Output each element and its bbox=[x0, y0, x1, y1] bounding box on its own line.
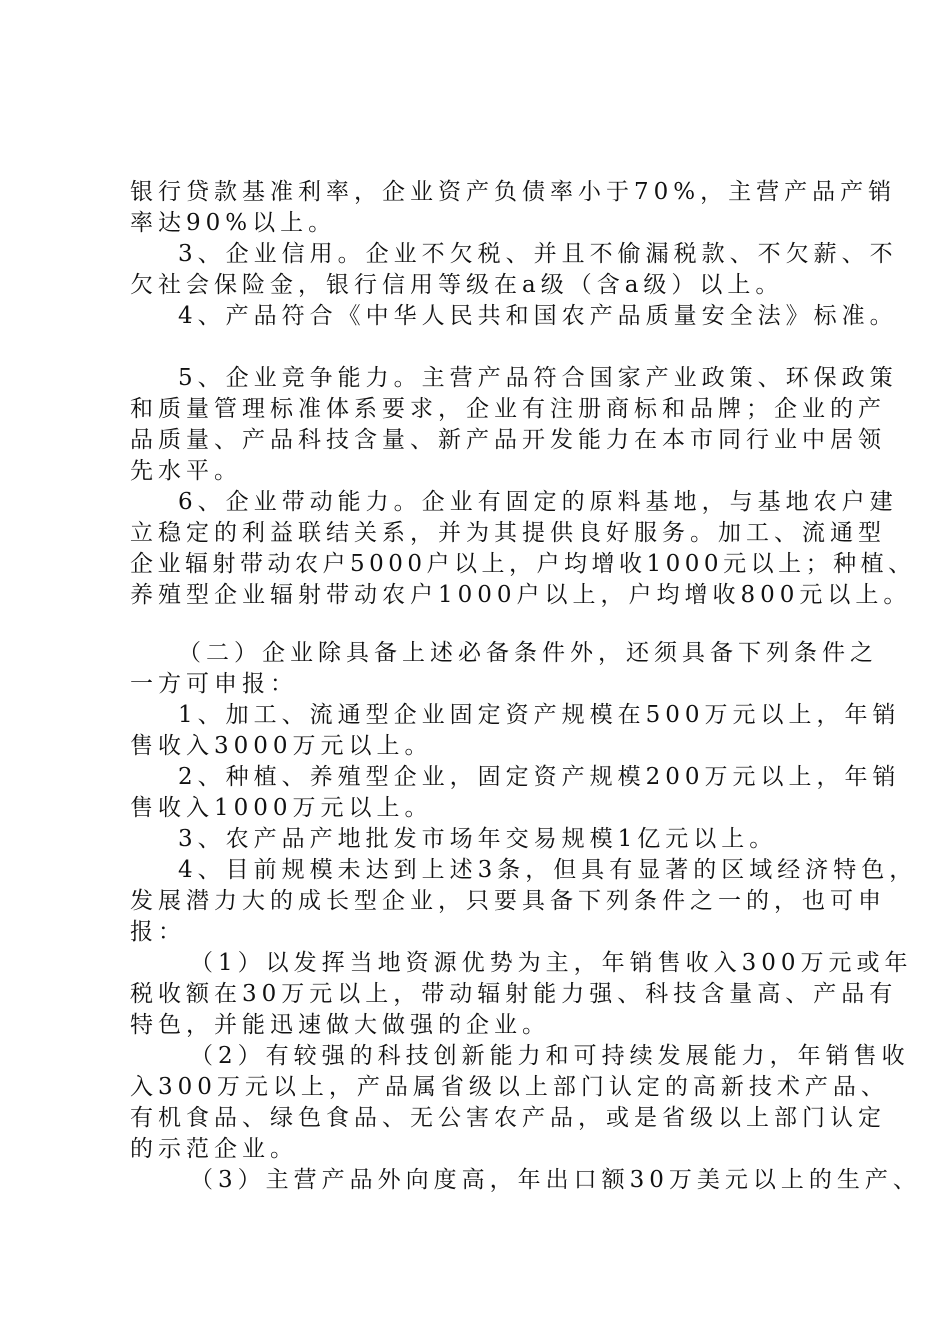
text-line: 企业辐射带动农户5000户以上，户均增收1000元以上；种植、 bbox=[130, 551, 916, 577]
text-line: （二）企业除具备上述必备条件外，还须具备下列条件之 bbox=[178, 640, 878, 666]
text-line: （3）主营产品外向度高，年出口额30万美元以上的生产、 bbox=[190, 1167, 921, 1193]
text-line: 发展潜力大的成长型企业，只要具备下列条件之一的，也可申 bbox=[130, 888, 886, 914]
text-line: 特色，并能迅速做大做强的企业。 bbox=[130, 1012, 550, 1038]
text-line: 5、企业竞争能力。主营产品符合国家产业政策、环保政策 bbox=[178, 365, 898, 391]
text-line: 3、农产品产地批发市场年交易规模1亿元以上。 bbox=[178, 826, 778, 852]
text-line: 养殖型企业辐射带动农户1000户以上，户均增收800元以上。 bbox=[130, 582, 912, 608]
text-line: 2、种植、养殖型企业，固定资产规模200万元以上，年销 bbox=[178, 764, 901, 790]
text-line: 和质量管理标准体系要求，企业有注册商标和品牌；企业的产 bbox=[130, 396, 886, 422]
text-line: 品质量、产品科技含量、新产品开发能力在本市同行业中居领 bbox=[130, 427, 886, 453]
text-line: 售收入3000万元以上。 bbox=[130, 733, 433, 759]
text-line: 6、企业带动能力。企业有固定的原料基地，与基地农户建 bbox=[178, 489, 898, 515]
text-line: 报： bbox=[130, 919, 186, 945]
text-line: 银行贷款基准利率，企业资产负债率小于70%，主营产品产销 bbox=[130, 179, 897, 205]
text-line: 入300万元以上，产品属省级以上部门认定的高新技术产品、 bbox=[130, 1074, 889, 1100]
text-line: 有机食品、绿色食品、无公害农产品，或是省级以上部门认定 bbox=[130, 1105, 886, 1131]
text-line: 税收额在30万元以上，带动辐射能力强、科技含量高、产品有 bbox=[130, 981, 898, 1007]
text-line: 售收入1000万元以上。 bbox=[130, 795, 433, 821]
text-line: 4、产品符合《中华人民共和国农产品质量安全法》标准。 bbox=[178, 303, 898, 329]
text-line: 立稳定的利益联结关系，并为其提供良好服务。加工、流通型 bbox=[130, 520, 886, 546]
text-line: （1）以发挥当地资源优势为主，年销售收入300万元或年 bbox=[190, 950, 913, 976]
text-line: 欠社会保险金，银行信用等级在a级（含a级）以上。 bbox=[130, 272, 784, 298]
text-line: 1、加工、流通型企业固定资产规模在500万元以上，年销 bbox=[178, 702, 901, 728]
text-line: 一方可申报： bbox=[130, 671, 298, 697]
text-line: （2）有较强的科技创新能力和可持续发展能力，年销售收 bbox=[190, 1043, 910, 1069]
text-line: 率达90%以上。 bbox=[130, 210, 337, 236]
text-line: 3、企业信用。企业不欠税、并且不偷漏税款、不欠薪、不 bbox=[178, 241, 898, 267]
text-line: 的示范企业。 bbox=[130, 1136, 298, 1162]
text-line: 4、目前规模未达到上述3条，但具有显著的区域经济特色， bbox=[178, 857, 918, 883]
text-line: 先水平。 bbox=[130, 458, 242, 484]
